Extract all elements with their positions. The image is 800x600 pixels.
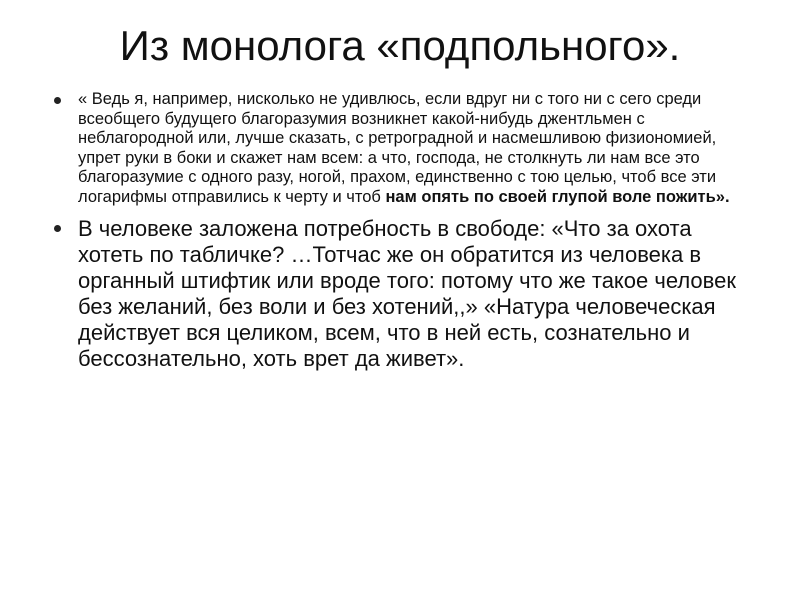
bullet-dot-icon	[54, 225, 61, 232]
bullet-text: « Ведь я, например, нисколько не удивлюсь, если вдруг ни с того ни с сего среди всеобщего будущего благоразумия возникнет какой-нибудь джентльмен с неблагородной или, лучше сказать, с ретроградной и насмешливою физиономией, упрет руки в боки и скажет нам всем: а что, господа, не столкнуть ли нам все это благоразумие с одного разу, ногой, прахом, единственно с тою целью, чтоб все эти логарифмы отправились к черту и чтоб	[78, 90, 717, 206]
bullet-item-freedom	[50, 216, 750, 372]
bullet-text: В человеке заложена потребность в свободе: «Что за охота хотеть по табличке? …Тотчас же он обратится из человека в органный штифтик или вроде того: потому что же такое человек без желаний, без воли и без хотений,,» «Натура человеческая действует вся целиком, всем, что в ней есть, сознательно и бессознательно, хоть врет да живет».	[78, 215, 736, 371]
bullet-dot-icon	[54, 97, 61, 104]
bullet-list	[50, 90, 750, 372]
bullet-text-bold: нам опять по своей глупой воле пожить».	[385, 187, 730, 206]
bullet-item-quote	[50, 90, 750, 208]
slide-title: Из монолога «подпольного».	[119, 22, 681, 69]
